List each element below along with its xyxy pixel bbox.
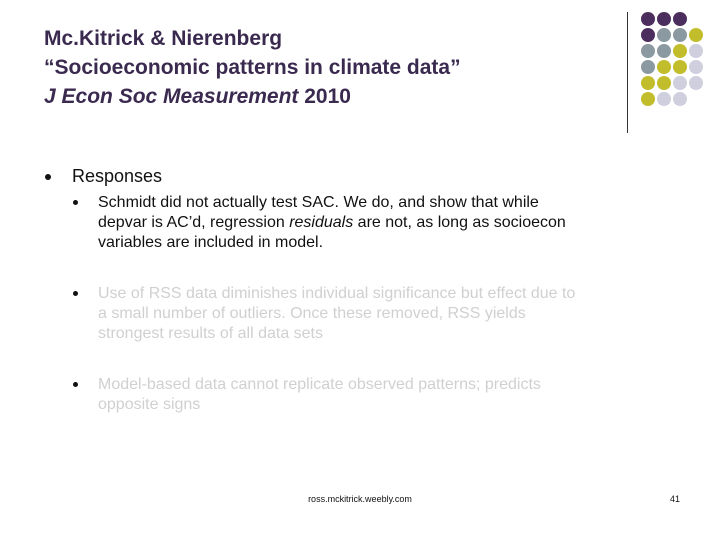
decorative-dot <box>673 60 687 74</box>
decorative-dot <box>657 12 671 26</box>
text-run: variables are included in model. <box>98 234 324 251</box>
text-run: Use of RSS data diminishes individual significance but effect due to <box>98 285 576 302</box>
footer-url: ross.mckitrick.weebly.com <box>308 494 412 504</box>
decorative-dot <box>657 76 671 90</box>
decorative-dot <box>673 76 687 90</box>
text-run: depvar is AC’d, regression <box>98 214 290 231</box>
decorative-dot <box>689 60 703 74</box>
decorative-dot <box>641 60 655 74</box>
decorative-dot <box>673 92 687 106</box>
emphasized-text: residuals <box>289 214 354 231</box>
decorative-dot <box>673 12 687 26</box>
decorative-dot <box>689 44 703 58</box>
decorative-dot <box>641 28 655 42</box>
text-run: opposite signs <box>98 396 201 413</box>
text-run: are not, as long as socioecon <box>353 214 566 231</box>
title-authors: Mc.Kitrick & Nierenberg <box>44 27 283 50</box>
decorative-dot <box>641 92 655 106</box>
decorative-dot <box>689 28 703 42</box>
decorative-dot <box>657 60 671 74</box>
subbullet-line <box>98 395 688 415</box>
decorative-dot <box>641 12 655 26</box>
page-number: 41 <box>669 494 680 504</box>
bullet-icon <box>73 291 78 296</box>
decorative-dot <box>641 76 655 90</box>
decorative-dot <box>641 44 655 58</box>
subbullet-line <box>98 304 688 324</box>
subbullet-line <box>98 324 688 344</box>
decorative-dot <box>673 44 687 58</box>
decorative-dot <box>657 92 671 106</box>
bullet-icon <box>73 382 78 387</box>
decorative-dot <box>689 76 703 90</box>
subbullet-line <box>98 375 688 395</box>
text-run: strongest results of all data sets <box>98 325 323 342</box>
subbullet-rss <box>98 284 688 344</box>
title-journal-year: 2010 <box>298 85 351 108</box>
decorative-dot <box>657 44 671 58</box>
subbullet-model-based <box>98 375 688 415</box>
bullet-responses: Responses <box>72 166 163 186</box>
title-journal-name: J Econ Soc Measurement <box>44 85 299 108</box>
subbullet-line <box>98 284 688 304</box>
text-run: a small number of outliers. Once these removed, RSS yields <box>98 305 526 322</box>
decorative-dot <box>673 28 687 42</box>
bullet-icon <box>45 174 51 180</box>
text-run: Model-based data cannot replicate observed patterns; predicts <box>98 376 541 393</box>
decorative-dot <box>657 28 671 42</box>
subbullet-schmidt <box>98 193 688 253</box>
decorative-dot-grid <box>0 0 720 160</box>
title-paper: “Socioeconomic patterns in climate data” <box>44 56 461 79</box>
subbullet-line <box>98 213 688 233</box>
subbullet-line <box>98 193 688 213</box>
subbullet-line <box>98 233 688 253</box>
text-run: Schmidt did not actually test SAC. We do, and show that while <box>98 194 539 211</box>
bullet-icon <box>73 200 78 205</box>
